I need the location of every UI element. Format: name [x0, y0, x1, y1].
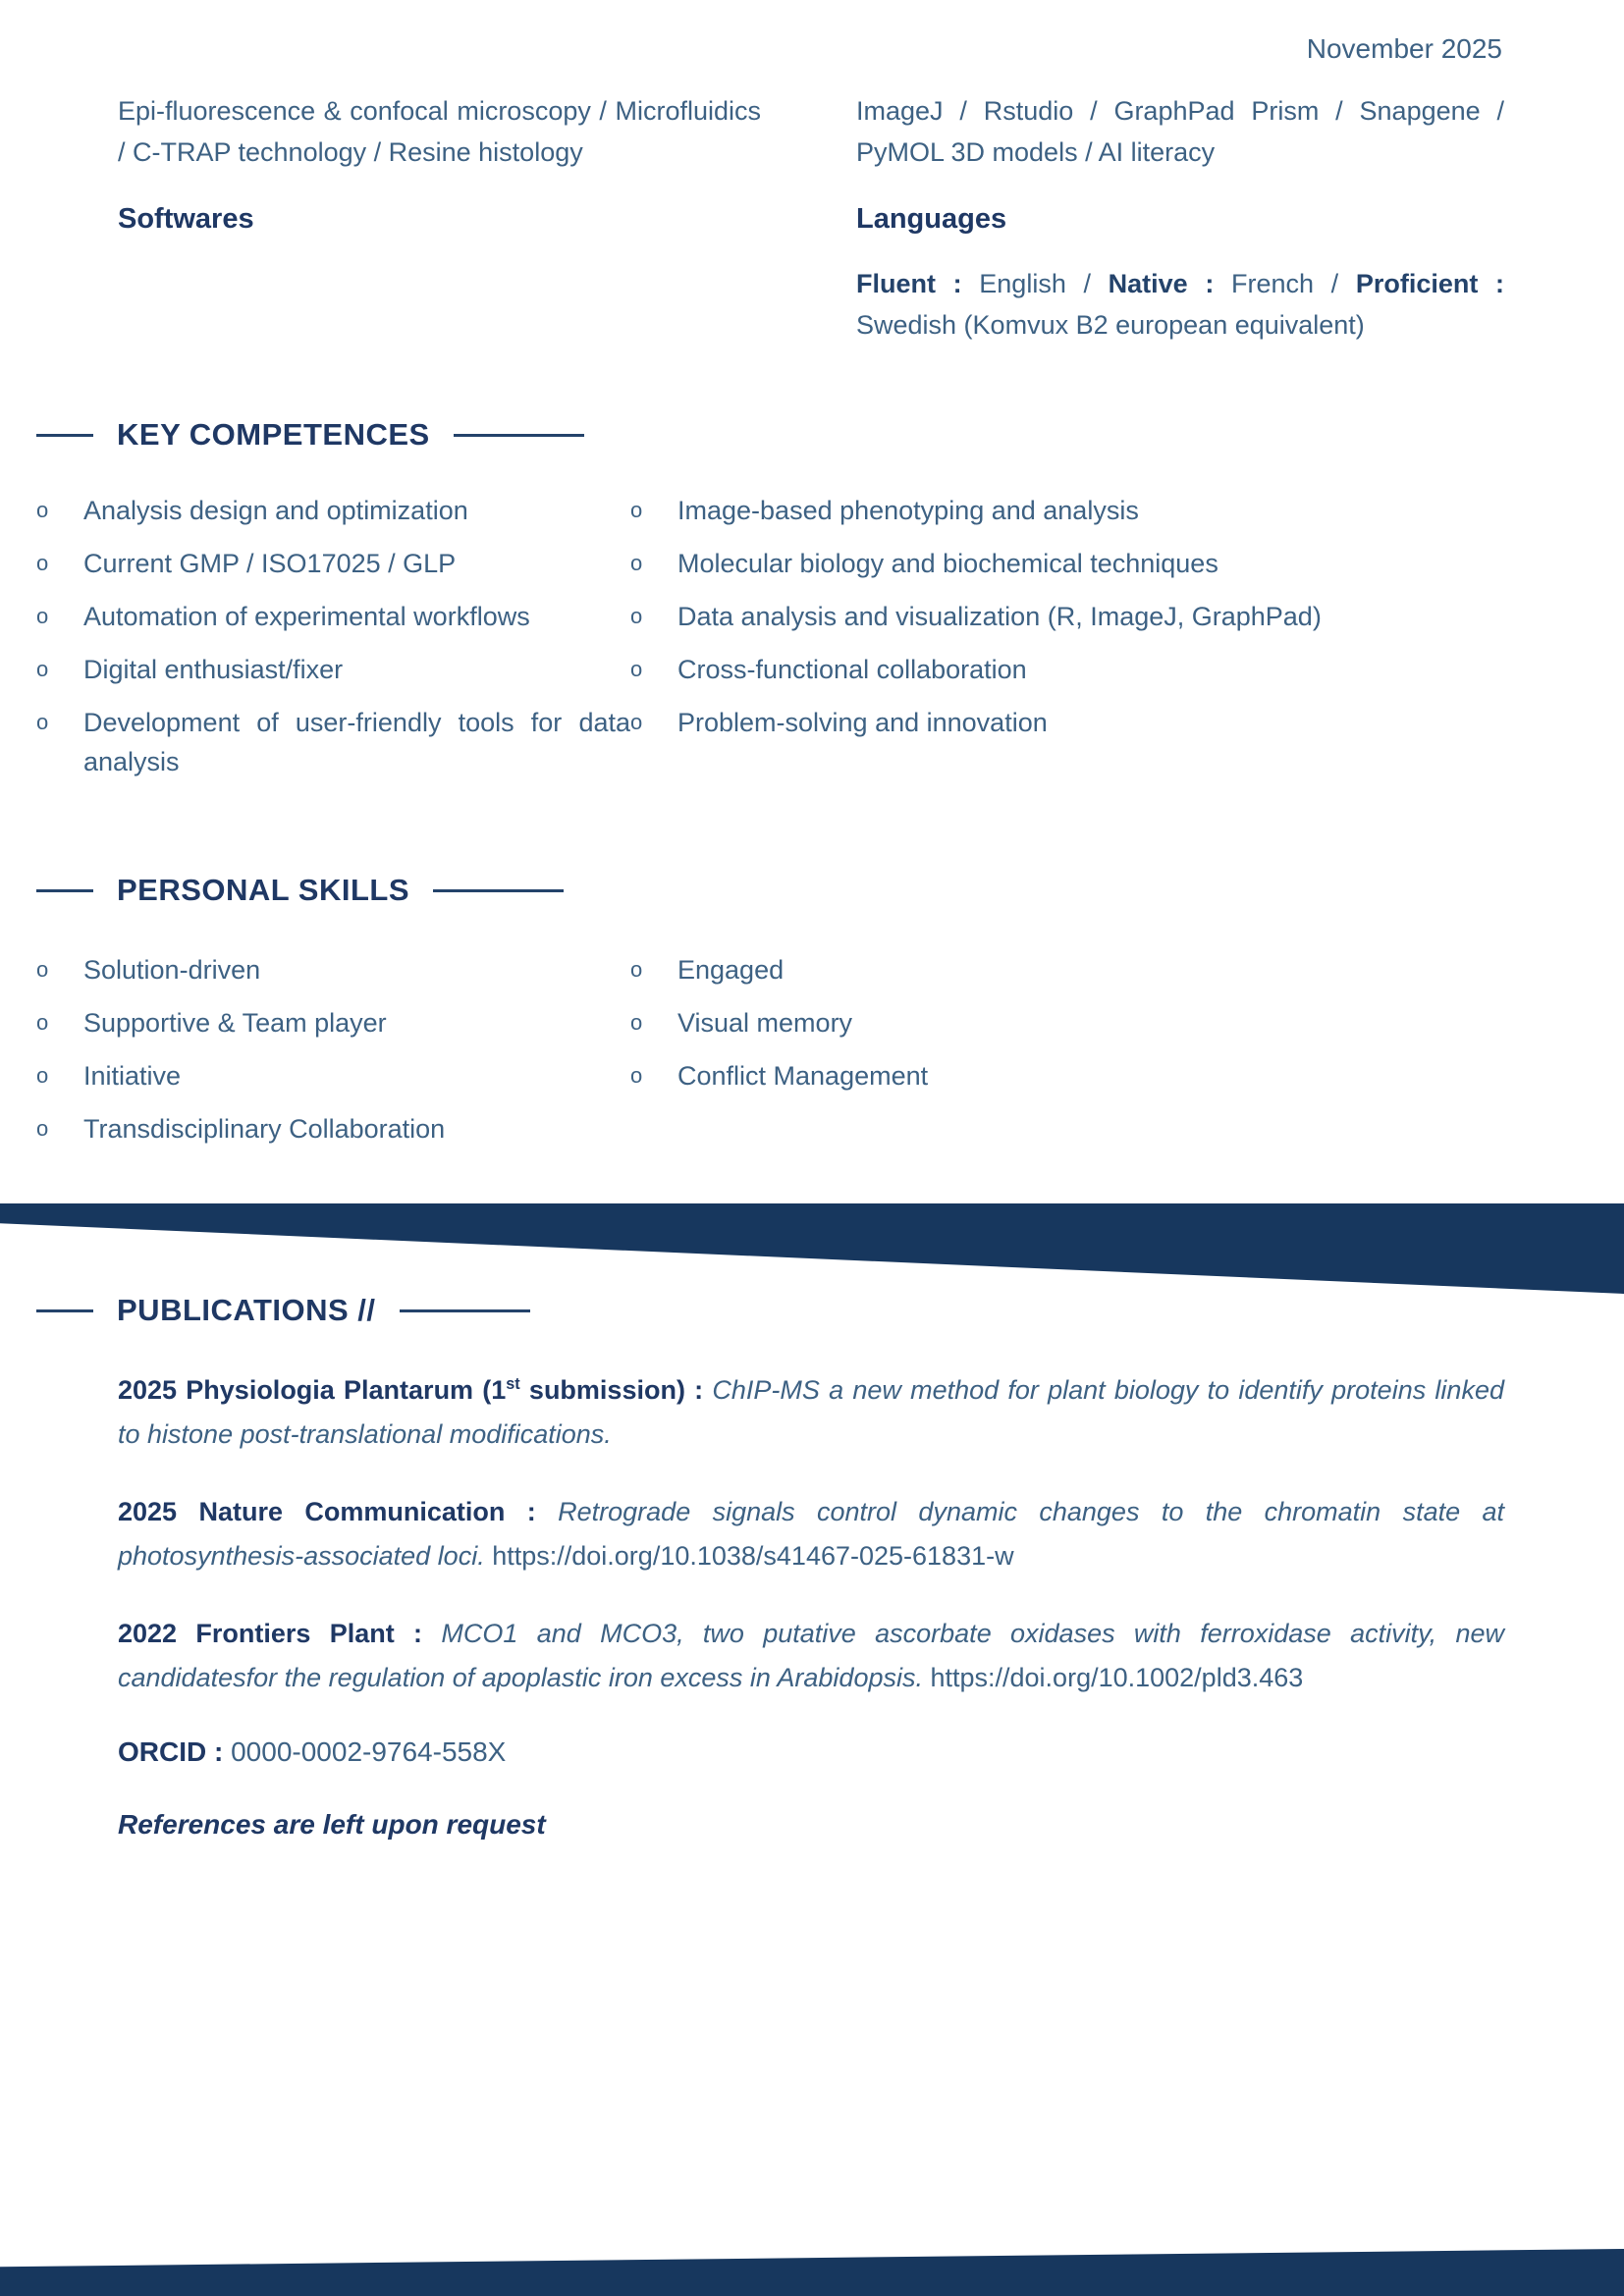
list-item-text: Cross-functional collaboration — [677, 655, 1027, 684]
bullet-marker: o — [630, 604, 643, 628]
key-competences-heading-row — [36, 416, 1504, 454]
list-item — [36, 1003, 630, 1042]
list-item — [36, 544, 630, 583]
superscript-ordinal: st — [506, 1375, 520, 1393]
list-item — [630, 650, 1504, 689]
heading-rule-right — [454, 434, 584, 437]
personal-skills-left-list — [36, 950, 630, 1162]
personal-skills-columns — [36, 950, 1504, 1162]
publications-content — [118, 1362, 1504, 1842]
references-note: References are left upon request — [118, 1809, 546, 1840]
languages-heading: Languages — [856, 203, 1007, 235]
list-item-text: Automation of experimental workflows — [83, 602, 530, 631]
list-item — [36, 950, 630, 989]
list-item-text: Problem-solving and innovation — [677, 708, 1048, 737]
bullet-marker: o — [630, 1010, 643, 1035]
list-item-text: Molecular biology and biochemical techniques — [677, 549, 1218, 578]
list-item-text: Solution-driven — [83, 955, 261, 985]
list-item — [36, 491, 630, 530]
bullet-marker: o — [630, 551, 643, 575]
native-label: Native : — [1108, 269, 1231, 298]
list-item — [630, 491, 1504, 530]
bullet-marker: o — [36, 1010, 49, 1035]
list-item — [630, 597, 1504, 636]
languages-line — [856, 263, 1504, 346]
bullet-marker: o — [36, 1063, 49, 1088]
publication-label: 2022 Frontiers Plant : — [118, 1619, 442, 1648]
list-item-text: Development of user-friendly tools for data analysis — [83, 708, 630, 776]
key-competences-section — [36, 416, 1504, 795]
bullet-marker: o — [36, 551, 49, 575]
heading-rule-left — [36, 434, 93, 437]
proficient-value: Swedish (Komvux B2 european equivalent) — [856, 310, 1365, 340]
softwares-heading: Softwares — [118, 203, 254, 235]
key-competences-title: KEY COMPETENCES — [117, 417, 430, 452]
list-item — [630, 1056, 1504, 1095]
personal-skills-heading-row — [36, 872, 1504, 909]
list-item — [36, 1109, 630, 1148]
list-item-text: Visual memory — [677, 1008, 853, 1038]
list-item-text: Engaged — [677, 955, 785, 985]
list-item-text: Conflict Management — [677, 1061, 929, 1091]
top-left-column — [118, 90, 761, 346]
heading-rule-right — [400, 1309, 530, 1312]
publication-doi-link[interactable]: https://doi.org/10.1002/pld3.463 — [930, 1663, 1304, 1692]
bullet-marker: o — [36, 1116, 49, 1141]
list-item — [630, 703, 1504, 742]
key-competences-left-list — [36, 491, 630, 795]
list-item — [630, 1003, 1504, 1042]
bullet-marker: o — [36, 710, 49, 734]
list-item — [630, 950, 1504, 989]
bullet-marker: o — [630, 657, 643, 681]
footer-band — [0, 2249, 1624, 2296]
list-item-text: Supportive & Team player — [83, 1008, 387, 1038]
list-item-text: Image-based phenotyping and analysis — [677, 496, 1139, 525]
native-value: French / — [1230, 269, 1356, 298]
publications-title: PUBLICATIONS // — [117, 1293, 376, 1327]
bullet-marker: o — [36, 498, 49, 522]
heading-rule-left — [36, 889, 93, 892]
personal-skills-section — [36, 872, 1504, 1162]
list-item-text: Digital enthusiast/fixer — [83, 655, 344, 684]
publication-title: MCO1 and MCO3, two putative ascorbate oxidases with ferroxidase activity, new candidatesfor the regulation of apoplastic iron excess in Arabidopsis. — [118, 1619, 1504, 1692]
list-item — [36, 703, 630, 781]
publications-section — [36, 1292, 1504, 1842]
bullet-marker: o — [630, 1063, 643, 1088]
publication-title: Retrograde signals control dynamic changes to the chromatin state at photosynthesis-associated loci. — [118, 1497, 1505, 1571]
personal-skills-title: PERSONAL SKILLS — [117, 873, 410, 907]
software-list-paragraph: ImageJ / Rstudio / GraphPad Prism / Snapgene / PyMOL 3D models / AI literacy — [856, 96, 1504, 167]
page-date: November 2025 — [1306, 33, 1502, 64]
bullet-marker: o — [36, 604, 49, 628]
publication-doi-link[interactable]: https://doi.org/10.1038/s41467-025-61831-w — [492, 1541, 1014, 1571]
top-columns — [118, 90, 1504, 346]
key-competences-right-list — [630, 491, 1504, 795]
bullet-marker: o — [630, 710, 643, 734]
orcid-value: 0000-0002-9764-558X — [231, 1736, 507, 1767]
publication-entry — [118, 1484, 1504, 1578]
list-item-text: Analysis design and optimization — [83, 496, 468, 525]
bullet-marker: o — [630, 498, 643, 522]
publications-heading-row — [36, 1292, 1504, 1329]
list-item-text: Current GMP / ISO17025 / GLP — [83, 549, 457, 578]
bullet-marker: o — [630, 957, 643, 982]
top-right-column — [856, 90, 1504, 346]
fluent-value: English / — [979, 269, 1109, 298]
list-item — [36, 1056, 630, 1095]
publication-entry — [118, 1606, 1504, 1700]
bullet-marker: o — [36, 657, 49, 681]
publication-entry — [118, 1362, 1504, 1457]
list-item-text: Initiative — [83, 1061, 182, 1091]
list-item-text: Transdisciplinary Collaboration — [83, 1114, 446, 1144]
publication-label: 2025 Nature Communication : — [118, 1497, 559, 1526]
key-competences-columns — [36, 491, 1504, 795]
techniques-paragraph: Epi-fluorescence & confocal microscopy / Microfluidics / C-TRAP technology / Resine histology — [118, 96, 761, 167]
diagonal-separator-band — [0, 1203, 1624, 1294]
publication-label: 2025 Physiologia Plantarum (1st submission) : — [118, 1375, 713, 1405]
publication-title: ChIP-MS a new method for plant biology to identify proteins linked to histone post-translational modifications. — [118, 1375, 1504, 1449]
bullet-marker: o — [36, 957, 49, 982]
heading-rule-left — [36, 1309, 93, 1312]
orcid-line — [118, 1735, 1504, 1769]
list-item — [630, 544, 1504, 583]
list-item-text: Data analysis and visualization (R, ImageJ, GraphPad) — [677, 602, 1322, 631]
orcid-label: ORCID : — [118, 1736, 232, 1767]
proficient-label: Proficient : — [1355, 269, 1504, 298]
list-item — [36, 597, 630, 636]
list-item — [36, 650, 630, 689]
personal-skills-right-list — [630, 950, 1504, 1162]
heading-rule-right — [433, 889, 564, 892]
fluent-label: Fluent : — [856, 269, 980, 298]
